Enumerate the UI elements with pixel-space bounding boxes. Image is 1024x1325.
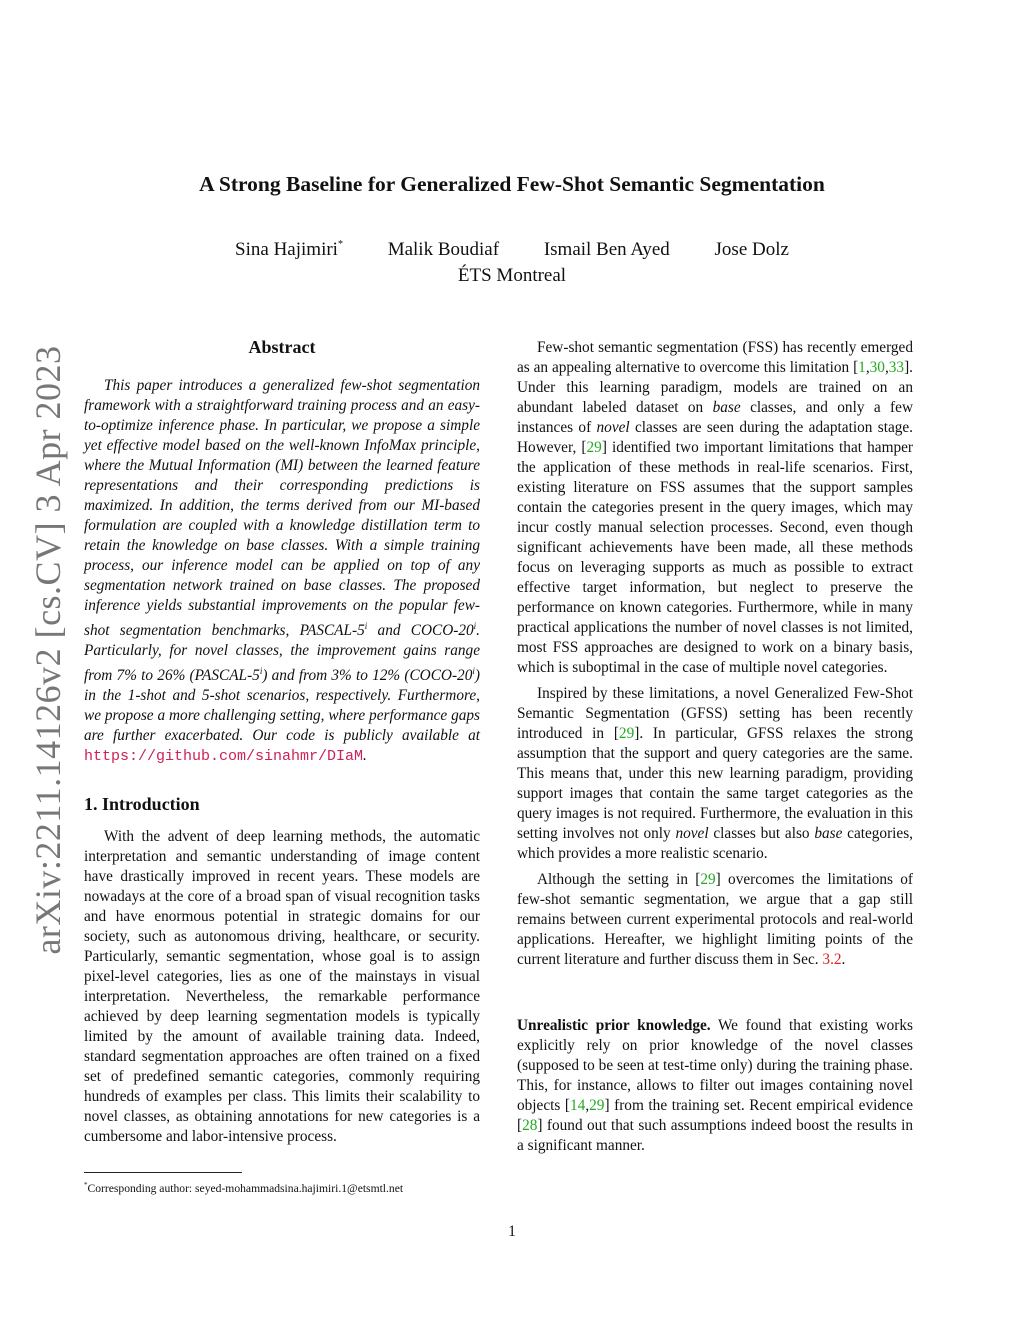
citation-link[interactable]: 29 [586, 439, 602, 456]
citation-link[interactable]: 30 [869, 359, 885, 376]
citation-link[interactable]: 29 [700, 871, 716, 888]
author-4: Jose Dolz [714, 239, 789, 260]
introduction-heading: 1. Introduction [84, 794, 200, 814]
footnote-rule [84, 1172, 242, 1173]
author-mark: * [337, 239, 343, 250]
footnote: *Corresponding author: seyed-mohammadsina.hajimiri.1@etsmtl.net [84, 1181, 404, 1195]
code-link[interactable]: https://github.com/sinahmr/DIaM [84, 748, 364, 765]
arxiv-sidebar [28, 345, 68, 955]
citation-link[interactable]: 29 [589, 1097, 605, 1114]
paragraph-fss: Few-shot semantic segmentation (FSS) has recently emerged as an appealing alternative to overcome this limitation [1,30,33]. Under this learning paradigm, models are trained on an abundant labeled dataset on base classes, and only a few instances of novel classes are seen during the adaptation stage. However, [29] identified two important limitations that hamper the application of these methods in real-life scenarios. First, existing literature on FSS assumes that the support samples contain the categories present in the query images, which may incur costly manual selection processes. Second, even though significant achievements have been made, all these methods focus on leveraging supports as much as possible to extract effective target information, but neglect to preserve the performance on known categories. Furthermore, while in many practical applications the number of novel classes is not limited, most FSS approaches are designed to work on a binary basis, which is suboptimal in the case of multiple novel categories. [517, 339, 913, 676]
section-link[interactable]: 3.2 [822, 951, 842, 968]
citation-link[interactable]: 29 [618, 725, 635, 742]
paper-title: A Strong Baseline for Generalized Few-Shot Semantic Segmentation [199, 172, 825, 196]
abstract-body: This paper introduces a generalized few-shot segmentation framework with a straightforward training process and an easy-to-optimize inference phase. In particular, we propose a simple yet effective model based on the well-known InfoMax principle, where the Mutual Information (MI) between the learned feature representations and their corresponding predictions is maximized. In addition, the terms derived from our MI-based formulation are coupled with a knowledge distillation term to retain the knowledge on base classes. With a simple training process, our inference model can be applied on top of any segmentation network trained on base classes. The proposed inference yields substantial improvements on the popular few-shot segmentation benchmarks, PASCAL-5$^i$ and COCO-20$^i$. Particularly, for novel classes, the improvement gains range from 7% to 26% (PASCAL-5$^i$) and from 3% to 12% (COCO-20$^i$) in the 1-shot and 5-shot scenarios, respectively. Furthermore, we propose a more challenging setting, where performance gaps are further exacerbated. Our code is publicly available at https://github.com/sinahmr/DIaM. [84, 377, 480, 765]
citation-link[interactable]: 28 [522, 1117, 538, 1134]
abstract-heading: Abstract [248, 337, 316, 357]
author-2: Malik Boudiaf [387, 239, 500, 260]
citation-link[interactable]: 1 [858, 359, 866, 376]
affiliation: ÉTS Montreal [457, 265, 567, 286]
author-list [0, 239, 1024, 261]
right-column [517, 338, 913, 1156]
author-name: Sina Hajimiri [235, 239, 338, 260]
introduction-paragraph: With the advent of deep learning methods, the automatic interpretation and semantic understanding of image content have drastically improved in recent years. These models are nowadays at the core of a broad span of visual recognition tasks and have enormous potential in strategic domains for our society, such as autonomous driving, healthcare, or security. Particularly, semantic segmentation, whose goal is to assign pixel-level categories, lies as one of the mainstays in visual interpretation. Nevertheless, the remarkable performance achieved by deep learning segmentation models is typically limited by the amount of available training data. Indeed, standard segmentation approaches are often trained on a fixed set of predefined semantic categories, commonly requiring hundreds of examples per class. This limits their scalability to novel classes, as obtaining annotations for new categories is a cumbersome and labor-intensive process. [84, 828, 480, 1145]
citation-link[interactable]: 33 [888, 359, 905, 376]
paragraph-prior-knowledge: Unrealistic prior knowledge. We found that existing works explicitly rely on prior knowledge of the novel classes (supposed to be seen at test-time only) during the training phase. This, for instance, allows to filter out images containing novel objects [14,29] from the training set. Recent empirical evidence [28] found out that such assumptions indeed boost the results in a significant manner. [517, 1017, 914, 1154]
citation-link[interactable]: 14 [570, 1097, 586, 1114]
run-in-heading: Unrealistic prior knowledge. [517, 1017, 711, 1034]
arxiv-identifier: arXiv:2211.14126v2 [cs.CV] 3 Apr 2023 [28, 345, 68, 955]
paragraph-gap: Although the setting in [29] overcomes the limitations of few-shot semantic segmentation, we argue that a gap still remains between current experimental protocols and real-world applications. Hereafter, we highlight limiting points of the current literature and further discuss them in Sec. 3.2. [517, 871, 913, 968]
left-column [84, 336, 480, 1147]
paragraph-gfss: Inspired by these limitations, a novel Generalized Few-Shot Semantic Segmentation (GFSS) setting has been recently introduced in [29]. In particular, GFSS relaxes the strong assumption that the support and query categories are the same. This means that, under this new learning paradigm, providing support images that contain the same target categories as the query images is not required. Furthermore, the evaluation in this setting involves not only novel classes but also base categories, which provides a more realistic scenario. [517, 685, 914, 862]
author-3: Ismail Ben Ayed [543, 239, 670, 260]
page-number: 1 [508, 1223, 516, 1240]
author-1 [235, 239, 343, 261]
